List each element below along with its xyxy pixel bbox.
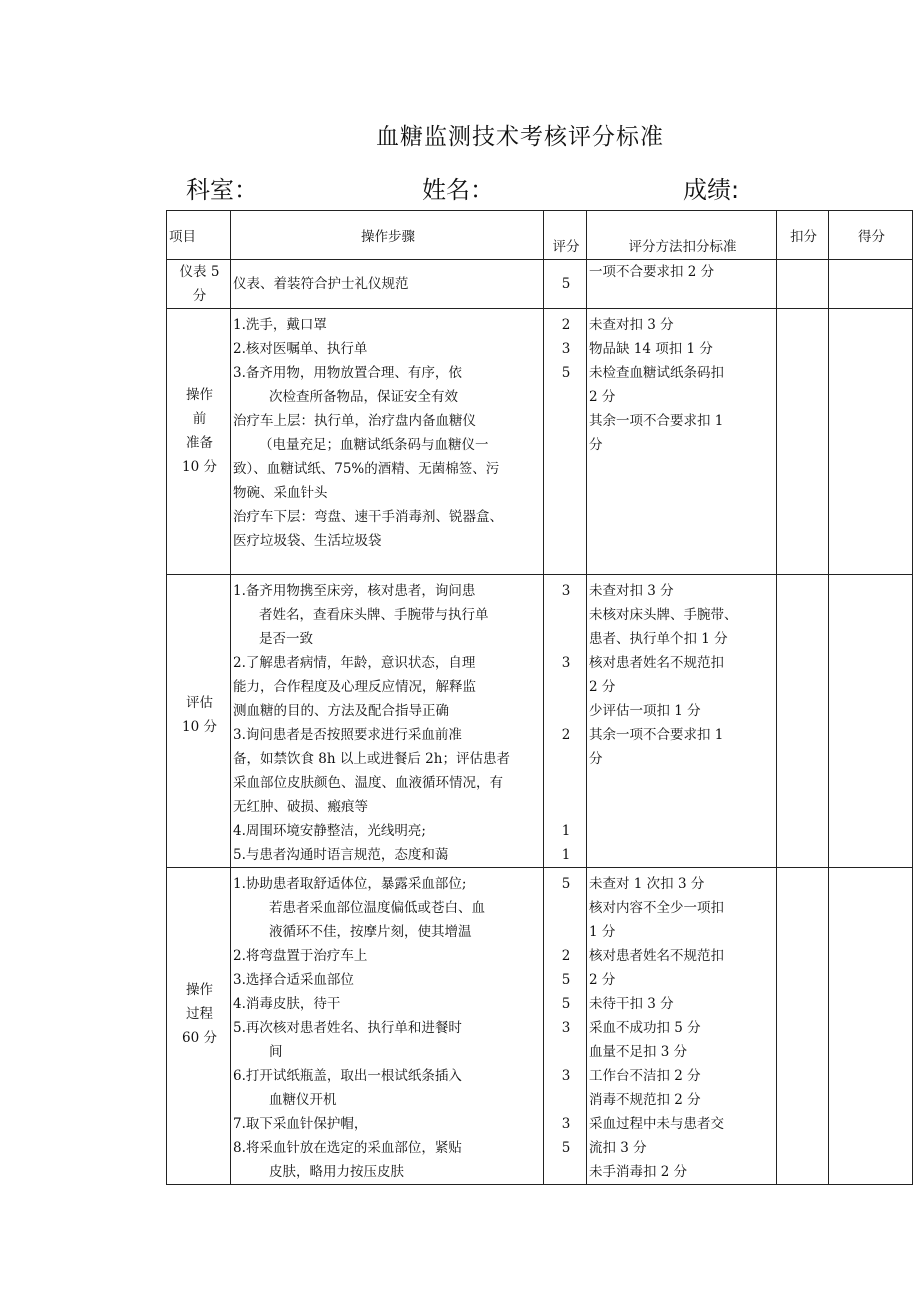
got-cell[interactable]: [829, 575, 913, 868]
name-label: 姓名：: [422, 176, 494, 204]
header-points: 评分: [544, 211, 587, 260]
dept-label: 科室：: [186, 176, 258, 204]
table-row: [167, 260, 913, 309]
score-label: 成绩:: [683, 176, 740, 204]
steps-cell: 1.备齐用物携至床旁，核对患者，询问患 者姓名，查看床头牌、手腕带与执行单 是否一致 2.了解患者病情，年龄，意识状态，自理 能力，合作程度及心理反应情况，解释监 测血糖的目的、方法及配合指导正确 3.询问患者是否按照要求进行采血前准 备，如禁饮食 8h 以上或进餐后 2h；评估患者 采血部位皮肤颜色、温度、血液循环情况，有 无红肿、破损、瘢痕等 4.周围环境安静整洁，光线明亮; 5.与患者沟通时语言规范，态度和蔼: [231, 575, 544, 868]
criteria-cell: 未查对扣 3 分 物品缺 14 项扣 1 分 未检查血糖试纸条码扣 2 分 其余一项不合要求扣 1 分: [587, 309, 777, 575]
got-cell[interactable]: [829, 260, 913, 309]
deduct-cell[interactable]: [777, 260, 829, 309]
criteria-cell: 未查对 1 次扣 3 分 核对内容不全少一项扣 1 分 核对患者姓名不规范扣 2 分 未待干扣 3 分 采血不成功扣 5 分 血量不足扣 3 分 工作台不洁扣 2 分 消毒不规范扣 2 分 采血过程中未与患者交 流扣 3 分 未手消毒扣 2 分: [587, 868, 777, 1185]
category-cell: 操作 过程 60 分: [167, 868, 231, 1185]
got-cell[interactable]: [829, 868, 913, 1185]
steps-cell: 1.协助患者取舒适体位，暴露采血部位; 若患者采血部位温度偏低或苍白、血 液循环不佳，按摩片刻，使其增温 2.将弯盘置于治疗车上 3.选择合适采血部位 4.消毒皮肤，待干 5.再次核对患者姓名、执行单和进餐时 间 6.打开试纸瓶盖，取出一根试纸条插入 血糖仪开机 7.取下采血针保护帽， 8.将采血针放在选定的采血部位，紧贴 皮肤，略用力按压皮肤: [231, 868, 544, 1185]
header-deduct: 扣分: [777, 211, 829, 260]
table-row: [167, 309, 913, 575]
criteria-cell: 一项不合要求扣 2 分: [587, 260, 777, 309]
category-cell: 仪表 5 分: [167, 260, 231, 309]
steps-cell: 1.洗手，戴口罩 2.核对医嘱单、执行单 3.备齐用物，用物放置合理、有序，依 次检查所备物品，保证安全有效 治疗车上层：执行单，治疗盘内备血糖仪 （电量充足；血糖试纸条码与血糖仪一 致）、血糖试纸、75%的酒精、无菌棉签、污 物碗、采血针头 治疗车下层：弯盘、速干手消毒剂、锐器盒、 医疗垃圾袋、生活垃圾袋: [231, 309, 544, 575]
points-cell: 5 2 5 5 3 3 3 5: [544, 868, 587, 1185]
header-item: 项目: [167, 211, 231, 260]
criteria-cell: 未查对扣 3 分 未核对床头牌、手腕带、 患者、执行单个扣 1 分 核对患者姓名不规范扣 2 分 少评估一项扣 1 分 其余一项不合要求扣 1 分: [587, 575, 777, 868]
category-cell: 评估 10 分: [167, 575, 231, 868]
table-row: [167, 868, 913, 1185]
table-row: [167, 575, 913, 868]
header-criteria: 评分方法扣分标准: [587, 211, 777, 260]
table-header-row: [167, 211, 913, 260]
got-cell[interactable]: [829, 309, 913, 575]
deduct-cell[interactable]: [777, 575, 829, 868]
deduct-cell[interactable]: [777, 868, 829, 1185]
deduct-cell[interactable]: [777, 309, 829, 575]
scoring-table: [166, 210, 913, 1185]
header-got: 得分: [829, 211, 913, 260]
steps-cell: 仪表、着装符合护士礼仪规范: [231, 260, 544, 309]
points-cell: 5: [544, 260, 587, 309]
page-title: 血糖监测技术考核评分标准: [376, 124, 664, 150]
points-cell: 2 3 5: [544, 309, 587, 575]
category-cell: 操作 前 准备 10 分: [167, 309, 231, 575]
points-cell: 3 3 2 1 1: [544, 575, 587, 868]
header-steps: 操作步骤: [231, 211, 544, 260]
